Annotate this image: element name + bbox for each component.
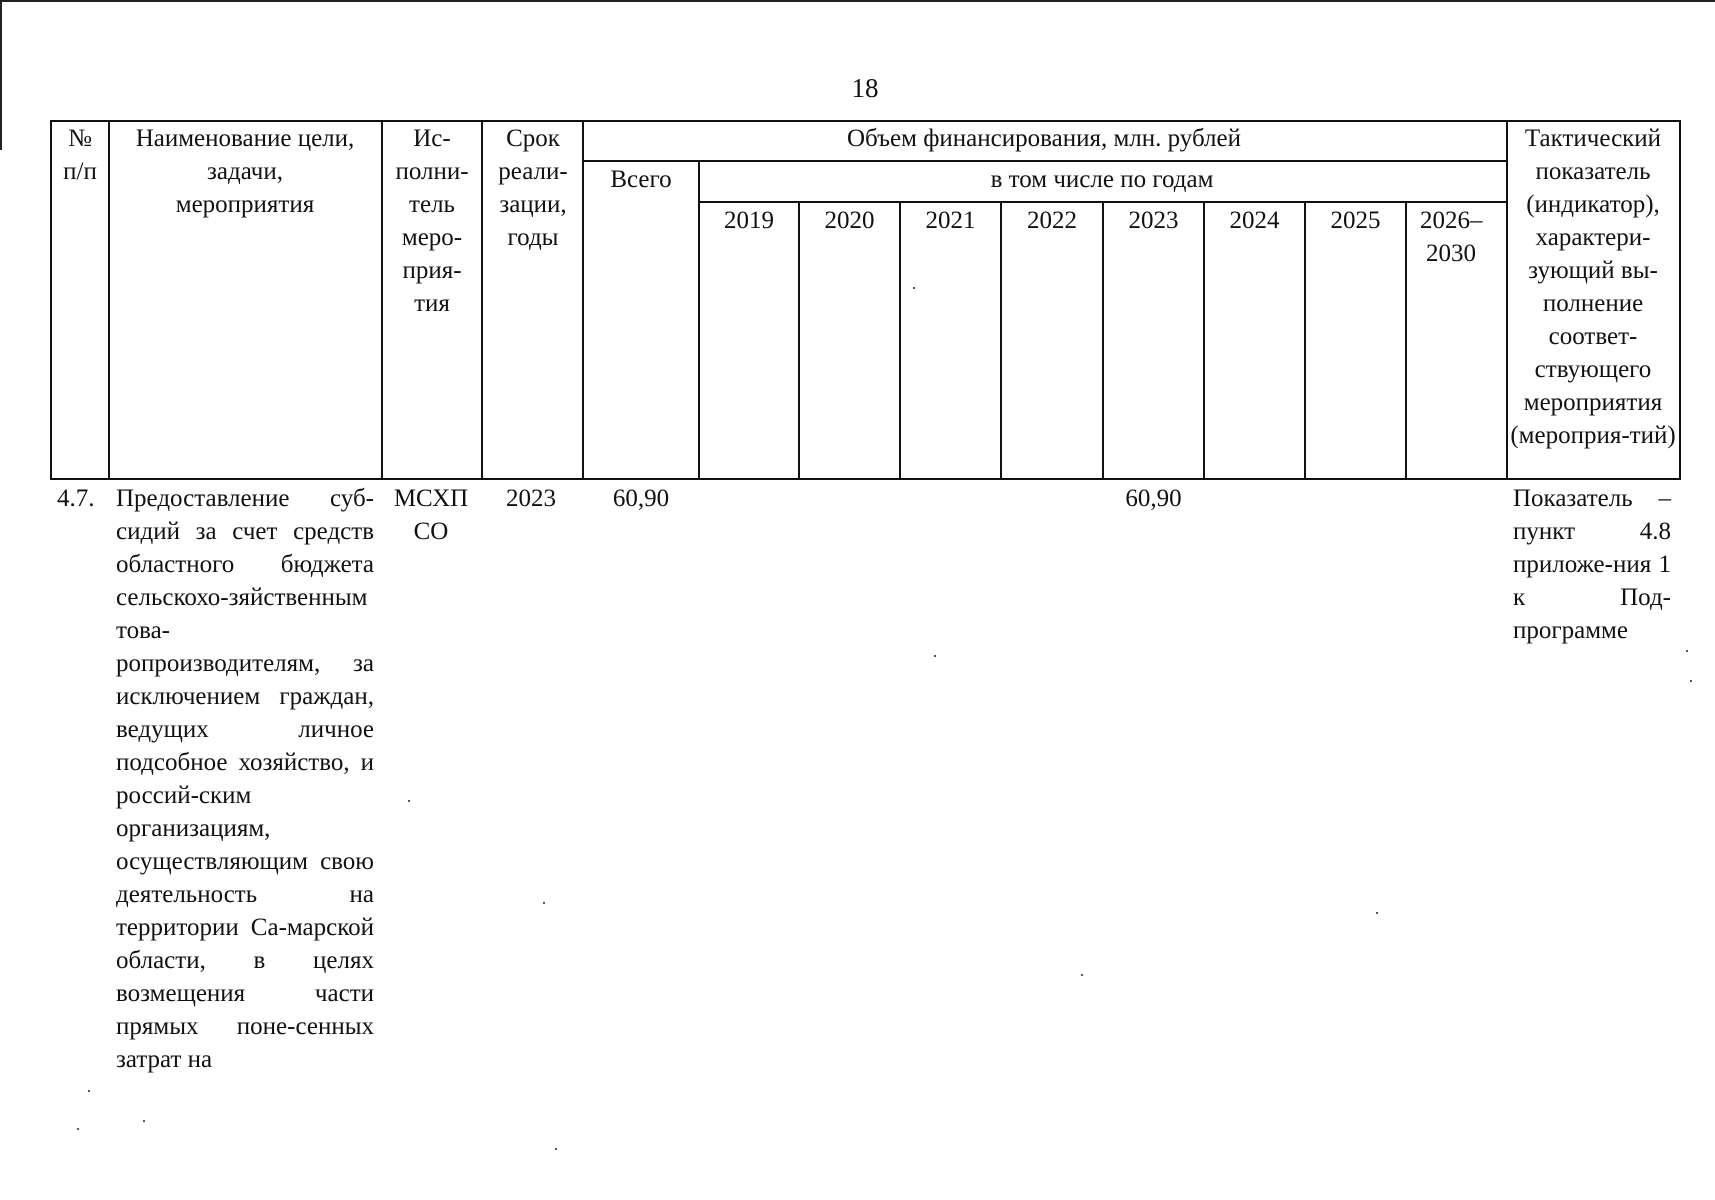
header-indicator: Тактический показатель (индикатор), характери-зующий вы-полнение соответ-ствующего мероприятия (мероприя-тий)	[1510, 125, 1676, 449]
scan-speck	[555, 1148, 557, 1150]
page-top-edge	[0, 0, 1715, 2]
col-divider-2020	[899, 201, 901, 480]
header-year-2022: 2022	[1027, 207, 1077, 234]
header-year-2024: 2024	[1229, 207, 1280, 234]
col-divider-2019	[798, 201, 800, 480]
row-year-2023-value: 60,90	[1125, 485, 1182, 512]
row-name: Предоставление суб-сидий за счет средств областного бюджета сельскохо-зяйственным това-ропроизводителям, за исключением граждан, ведущих личное подсобное хозяйство, и россий-ским организациям, осуществляющим свою деятельность на территории Са-марской области, в целях возмещения части прямых поне-сенных затрат на	[116, 485, 374, 1073]
table-left-border	[50, 120, 52, 480]
scan-speck	[1081, 974, 1083, 976]
scan-speck	[1690, 680, 1692, 682]
col-divider-name	[381, 120, 383, 480]
header-term: Срок реали-зации, годы	[498, 125, 568, 251]
header-bottom-border	[50, 478, 1679, 480]
scan-speck	[543, 902, 545, 904]
scan-speck	[77, 1128, 79, 1130]
header-year-2021: 2021	[925, 207, 976, 234]
page-left-edge	[0, 0, 2, 150]
row-total: 60,90	[612, 485, 670, 512]
header-year-2023: 2023	[1128, 207, 1179, 234]
header-year-2026-2030: 2026–2030	[1420, 207, 1483, 267]
scan-speck	[88, 1090, 90, 1092]
row-number: 4.7.	[57, 485, 95, 512]
col-divider-2023	[1203, 201, 1205, 480]
header-total: Всего	[610, 166, 672, 193]
col-divider-2024	[1304, 201, 1306, 480]
row-indicator: Показатель – пункт 4.8 приложе-ния 1 к Под-программе	[1513, 485, 1671, 644]
page-number: 18	[851, 73, 879, 103]
scan-speck	[1686, 650, 1688, 652]
header-financing-title: Объем финансирования, млн. рублей	[846, 125, 1242, 152]
header-number: № п/п	[63, 125, 97, 185]
col-divider-years-end	[1506, 120, 1508, 480]
scan-speck	[408, 800, 410, 802]
financing-title-divider	[582, 160, 1506, 162]
scan-speck	[934, 655, 936, 657]
col-divider-executor	[481, 120, 483, 480]
scan-speck	[913, 287, 915, 289]
col-divider-no	[108, 120, 110, 480]
row-term: 2023	[506, 485, 556, 512]
header-by-years: в том числе по годам	[990, 166, 1214, 193]
header-name: Наименование цели, задачи, мероприятия	[135, 125, 355, 218]
header-year-2020: 2020	[824, 207, 875, 234]
header-year-2019: 2019	[724, 207, 774, 234]
col-divider-2022	[1102, 201, 1104, 480]
scan-speck	[143, 1120, 145, 1122]
header-executor: Ис-полни-тель меро-прия-тия	[395, 125, 469, 317]
header-year-2025: 2025	[1330, 207, 1381, 234]
col-divider-2021	[1000, 201, 1002, 480]
row-executor: МСХП СО	[393, 485, 469, 545]
col-divider-2025	[1405, 201, 1407, 480]
table-right-border	[1679, 120, 1681, 480]
scan-speck	[1376, 912, 1378, 914]
